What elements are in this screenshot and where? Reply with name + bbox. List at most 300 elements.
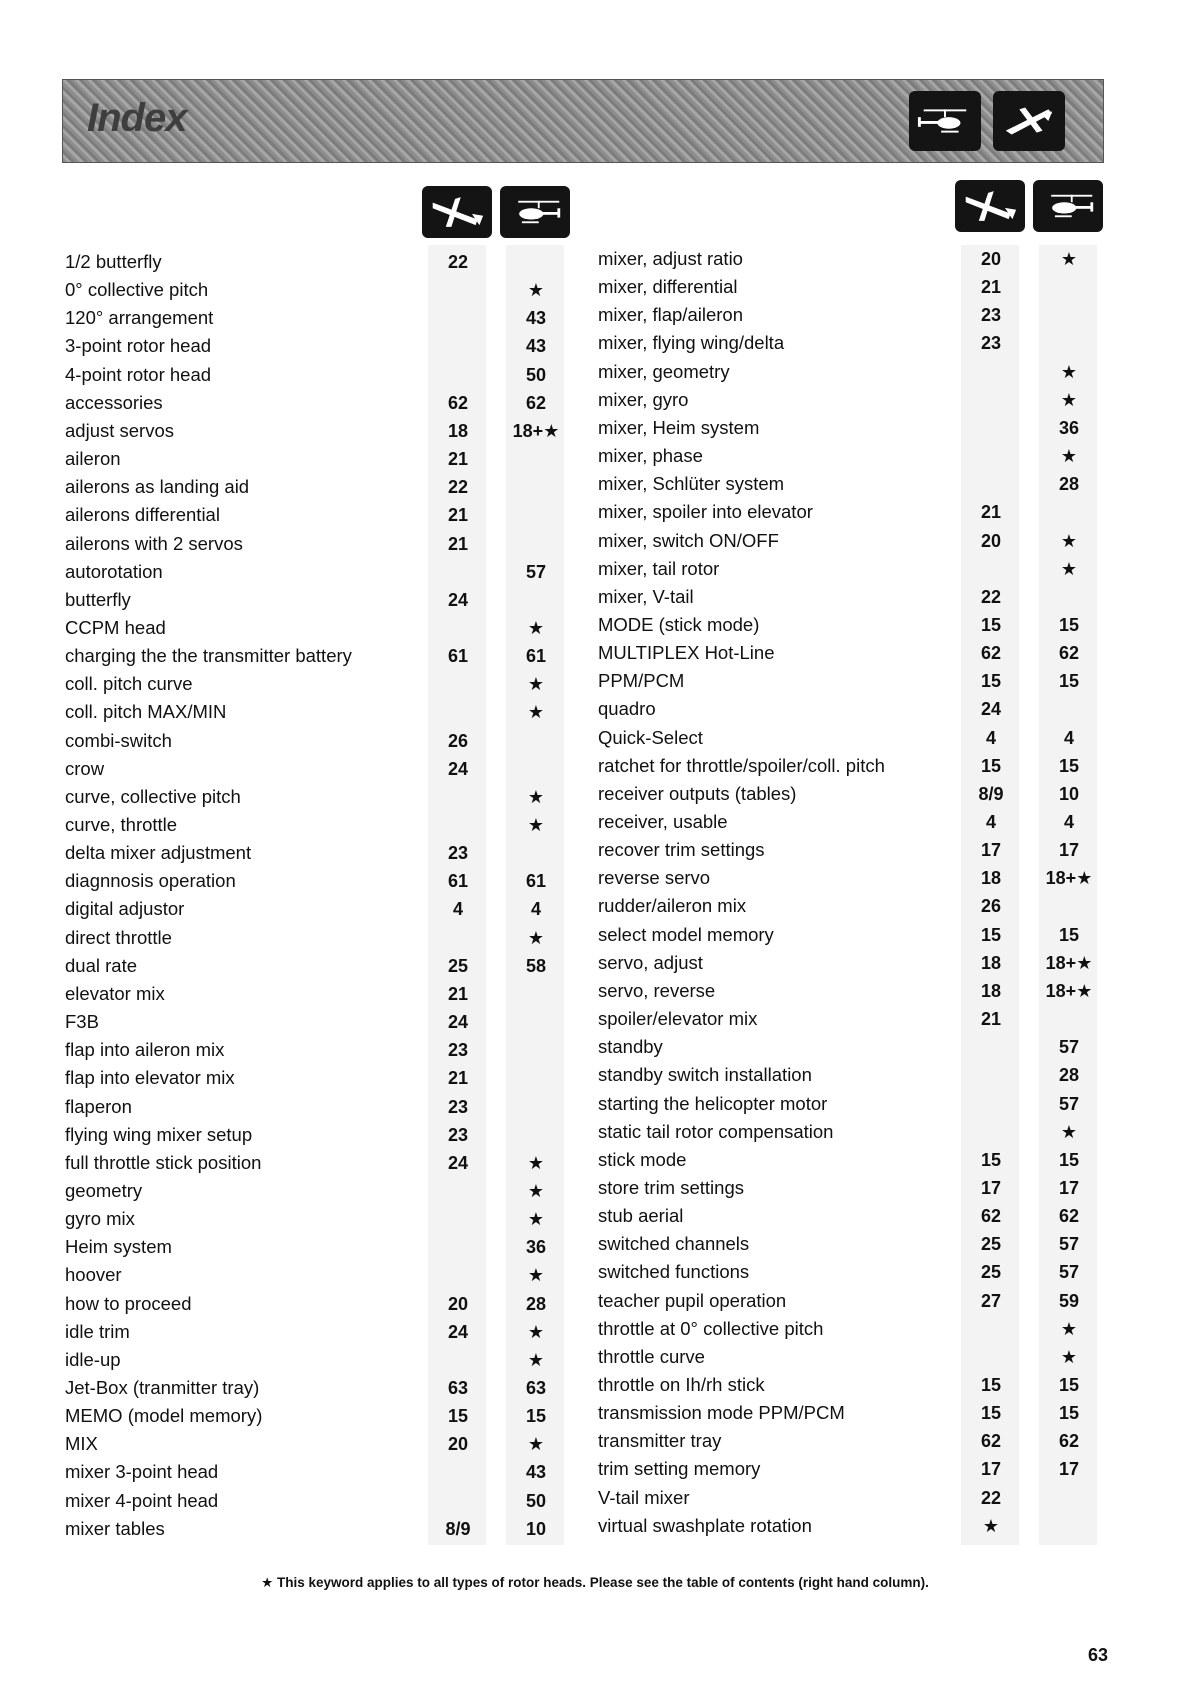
plane-page-ref: 15: [980, 924, 1002, 945]
index-term: dual rate: [65, 954, 137, 976]
left-plane-column-icon: [422, 186, 492, 238]
index-entry: [598, 949, 1099, 977]
index-entry: [598, 1090, 1099, 1118]
index-entry: [598, 1343, 1099, 1371]
index-entry: [598, 470, 1099, 498]
index-term: reverse servo: [598, 867, 711, 889]
index-entry: [65, 1093, 566, 1121]
index-entry: [65, 1402, 566, 1430]
index-entry: [598, 442, 1099, 470]
index-entry: [598, 667, 1099, 695]
index-term: switched channels: [598, 1233, 750, 1255]
heli-page-ref: 57: [525, 561, 547, 582]
index-term: receiver, usable: [598, 811, 728, 832]
plane-page-ref: 23: [980, 333, 1002, 354]
index-term: mixer, tail rotor: [598, 557, 720, 579]
index-entry: [65, 1346, 566, 1374]
index-term: mixer, geometry: [598, 360, 730, 382]
index-entry: [598, 1371, 1099, 1399]
index-entry: [65, 727, 566, 755]
index-entry: [65, 473, 566, 501]
index-term: mixer, adjust ratio: [598, 248, 743, 269]
heli-page-ref: 43: [525, 1462, 547, 1483]
index-term: transmitter tray: [598, 1430, 722, 1452]
heli-page-ref: 10: [1058, 783, 1080, 804]
plane-page-ref: 4: [452, 899, 463, 920]
index-entry: [65, 811, 566, 839]
plane-page-ref: 22: [447, 252, 469, 272]
plane-page-ref: 62: [980, 1206, 1002, 1227]
plane-page-ref: 25: [980, 1234, 1002, 1255]
index-entry: [598, 1512, 1099, 1540]
plane-page-ref: 62: [980, 643, 1002, 664]
index-entry: [65, 839, 566, 867]
plane-page-ref: 18: [980, 980, 1002, 1001]
heli-page-ref: 36: [1058, 417, 1080, 438]
heli-page-ref: ★: [527, 702, 545, 723]
index-term: standby switch installation: [598, 1064, 812, 1086]
index-entry: [598, 1033, 1099, 1061]
plane-page-ref: 26: [980, 896, 1002, 917]
index-term: mixer, Schlüter system: [598, 473, 785, 495]
index-term: mixer tables: [65, 1517, 165, 1539]
index-term: curve, collective pitch: [65, 785, 241, 807]
plane-page-ref: 22: [447, 477, 469, 498]
heli-page-ref: 43: [525, 336, 547, 357]
index-term: servo, adjust: [598, 951, 703, 973]
heli-page-ref: 17: [1058, 840, 1080, 861]
page-number: 63: [1088, 1645, 1109, 1665]
heli-page-ref: ★: [1060, 1121, 1078, 1142]
index-term: coll. pitch curve: [65, 673, 193, 695]
plane-page-ref: 20: [447, 1293, 469, 1314]
index-term: mixer, flap/aileron: [598, 304, 743, 326]
index-term: digital adjustor: [65, 898, 185, 920]
index-entry: [598, 892, 1099, 920]
plane-page-ref: 62: [447, 392, 469, 413]
index-term: starting the helicopter motor: [598, 1092, 828, 1114]
heli-page-ref: ★: [527, 1349, 545, 1370]
heli-page-ref: 28: [525, 1293, 547, 1314]
index-entry: [65, 445, 566, 473]
index-term: mixer, switch ON/OFF: [598, 529, 779, 551]
plane-page-ref: 27: [980, 1290, 1002, 1311]
heli-page-ref: 28: [1058, 1065, 1080, 1086]
index-entry: [65, 783, 566, 811]
plane-page-ref: 15: [447, 1406, 469, 1427]
index-term: throttle at 0° collective pitch: [598, 1317, 824, 1339]
plane-page-ref: 15: [980, 671, 1002, 692]
index-term: throttle on Ih/rh stick: [598, 1374, 765, 1395]
index-entry: [598, 808, 1099, 836]
plane-page-ref: 23: [447, 1096, 469, 1117]
plane-page-ref: 63: [447, 1378, 469, 1398]
heli-page-ref: ★: [527, 674, 545, 695]
heli-page-ref: ★: [527, 815, 545, 835]
index-entry: [598, 329, 1099, 357]
index-term: trim setting memory: [598, 1458, 761, 1480]
index-entry: [598, 498, 1099, 526]
index-entry: [65, 586, 566, 614]
heli-page-ref: 15: [1058, 1149, 1080, 1170]
heli-page-ref: 58: [525, 955, 547, 976]
index-entry: [598, 611, 1099, 639]
index-entry: [65, 924, 566, 952]
index-entry: [65, 1121, 566, 1149]
heli-page-ref: 59: [1058, 1290, 1080, 1311]
index-term: spoiler/elevator mix: [598, 1008, 758, 1030]
index-term: ailerons as landing aid: [65, 476, 250, 498]
heli-page-ref: 57: [1058, 1093, 1080, 1114]
index-term: hoover: [65, 1264, 122, 1286]
heli-page-ref: 18+★: [512, 420, 560, 441]
index-term: throttle curve: [598, 1345, 705, 1367]
plane-page-ref: 25: [980, 1262, 1002, 1283]
index-entry: [65, 670, 566, 698]
index-term: idle-up: [65, 1348, 121, 1370]
heli-page-ref: 62: [525, 392, 547, 413]
index-entry: [598, 414, 1099, 442]
index-term: charging the the transmitter battery: [65, 645, 352, 667]
index-entry: [598, 724, 1099, 752]
heli-page-ref: ★: [527, 927, 545, 948]
index-entry: [598, 1118, 1099, 1146]
index-term: mixer 4-point head: [65, 1489, 219, 1511]
plane-page-ref: 17: [980, 1459, 1002, 1480]
index-term: servo, reverse: [598, 979, 716, 1001]
plane-page-ref: 61: [447, 646, 469, 667]
index-term: standby: [598, 1036, 663, 1058]
index-term: flaperon: [65, 1095, 132, 1117]
index-term: Jet-Box (tranmitter tray): [65, 1377, 260, 1398]
heli-page-ref: ★: [527, 617, 545, 638]
plane-page-ref: 18: [980, 952, 1002, 973]
plane-icon: [993, 91, 1065, 151]
plane-page-ref: 23: [980, 305, 1002, 326]
index-entry: [65, 980, 566, 1008]
heli-page-ref: ★: [1060, 1346, 1078, 1367]
index-term: 1/2 butterfly: [65, 251, 162, 272]
plane-page-ref: 24: [980, 699, 1002, 720]
helicopter-icon: [909, 91, 981, 151]
plane-page-ref: 21: [980, 277, 1002, 298]
index-entry: [65, 1008, 566, 1036]
index-term: 0° collective pitch: [65, 279, 209, 301]
plane-page-ref: 23: [447, 1040, 469, 1061]
index-term: stick mode: [598, 1148, 687, 1170]
heli-page-ref: 15: [525, 1406, 547, 1427]
index-term: delta mixer adjustment: [65, 842, 252, 864]
heli-page-ref: 17: [1058, 1177, 1080, 1198]
index-entry: [65, 276, 566, 304]
index-entry: [65, 530, 566, 558]
index-term: combi-switch: [65, 729, 172, 751]
index-entry: [598, 864, 1099, 892]
heli-page-ref: 15: [1058, 1375, 1080, 1395]
index-entry: [65, 1036, 566, 1064]
index-entry: [598, 386, 1099, 414]
index-entry: [598, 1202, 1099, 1230]
plane-page-ref: 17: [980, 1177, 1002, 1198]
index-term: MULTIPLEX Hot-Line: [598, 642, 775, 664]
index-term: how to proceed: [65, 1292, 192, 1314]
index-entry: [598, 639, 1099, 667]
heli-page-ref: 36: [525, 1237, 547, 1258]
plane-page-ref: 18: [980, 868, 1002, 889]
index-term: ailerons with 2 servos: [65, 532, 243, 554]
index-term: aileron: [65, 448, 121, 470]
index-entry: [65, 755, 566, 783]
heli-page-ref: ★: [1060, 446, 1078, 467]
index-term: mixer, V-tail: [598, 585, 694, 607]
right-heli-column-icon: [1033, 180, 1103, 232]
index-entry: [65, 417, 566, 445]
heli-page-ref: 18+★: [1045, 952, 1093, 973]
plane-page-ref: 26: [447, 730, 469, 751]
index-entry: [65, 1318, 566, 1346]
index-term: rudder/aileron mix: [598, 895, 747, 917]
plane-page-ref: 15: [980, 1149, 1002, 1170]
heli-page-ref: ★: [527, 1209, 545, 1230]
index-term: mixer, spoiler into elevator: [598, 501, 813, 523]
index-term: gyro mix: [65, 1208, 135, 1230]
index-entry: [598, 752, 1099, 780]
index-entry: [598, 1174, 1099, 1202]
heli-page-ref: 17: [1058, 1459, 1080, 1480]
heli-page-ref: 57: [1058, 1234, 1080, 1255]
index-term: 4-point rotor head: [65, 363, 212, 385]
heli-page-ref: 57: [1058, 1037, 1080, 1058]
index-entry: [598, 836, 1099, 864]
heli-page-ref: 15: [1058, 1403, 1080, 1424]
index-term: geometry: [65, 1179, 143, 1201]
index-term: receiver outputs (tables): [598, 782, 797, 804]
index-term: virtual swashplate rotation: [598, 1514, 812, 1536]
plane-page-ref: 22: [980, 586, 1002, 607]
plane-page-ref: 17: [980, 840, 1002, 861]
left-heli-column-icon: [500, 186, 570, 238]
heli-page-ref: 15: [1058, 924, 1080, 945]
heli-page-ref: 4: [1063, 812, 1074, 832]
heli-page-ref: 62: [1058, 643, 1080, 664]
index-entry: [598, 273, 1099, 301]
index-term: mixer, gyro: [598, 388, 689, 410]
index-term: ratchet for throttle/spoiler/coll. pitch: [598, 754, 885, 776]
index-entry: [598, 695, 1099, 723]
index-term: recover trim settings: [598, 839, 765, 861]
plane-page-ref: 24: [447, 758, 469, 779]
index-entry: [598, 1455, 1099, 1483]
index-term: PPM/PCM: [598, 670, 685, 692]
index-term: MODE (stick mode): [598, 613, 760, 635]
index-entry: [65, 332, 566, 360]
index-term: diagnnosis operation: [65, 870, 236, 892]
index-entry: [65, 361, 566, 389]
index-entry: [65, 1458, 566, 1486]
heli-page-ref: 18+★: [1045, 868, 1093, 889]
plane-page-ref: 22: [980, 1487, 1002, 1508]
index-entry: [598, 245, 1099, 273]
index-entry: [598, 921, 1099, 949]
heli-page-ref: 50: [525, 364, 547, 385]
heli-page-ref: ★: [527, 1265, 545, 1286]
plane-page-ref: 21: [447, 983, 469, 1004]
heli-page-ref: 62: [1058, 1431, 1080, 1452]
heli-page-ref: ★: [527, 1152, 545, 1173]
plane-page-ref: 24: [447, 589, 469, 610]
index-term: quadro: [598, 698, 656, 720]
heli-page-ref: ★: [527, 786, 545, 807]
index-term: mixer, Heim system: [598, 416, 760, 438]
index-term: Heim system: [65, 1236, 172, 1258]
index-entry: [598, 1484, 1099, 1512]
index-entry: [65, 698, 566, 726]
index-entry: [65, 248, 566, 276]
index-entry: [65, 642, 566, 670]
index-term: MEMO (model memory): [65, 1405, 263, 1427]
index-term: mixer, flying wing/delta: [598, 332, 785, 354]
plane-page-ref: 15: [980, 755, 1002, 776]
index-term: crow: [65, 757, 105, 779]
plane-page-ref: 21: [447, 505, 469, 526]
plane-page-ref: 15: [980, 614, 1002, 635]
index-entry: [65, 389, 566, 417]
index-entry: [65, 867, 566, 895]
index-entry: [598, 1399, 1099, 1427]
index-term: elevator mix: [65, 982, 165, 1004]
heli-page-ref: 62: [1058, 1206, 1080, 1227]
index-entry: [65, 952, 566, 980]
index-entry: [598, 1427, 1099, 1455]
index-entry: [598, 583, 1099, 611]
plane-page-ref: 62: [980, 1431, 1002, 1452]
plane-page-ref: 15: [980, 1403, 1002, 1424]
index-entry: [65, 1205, 566, 1233]
plane-page-ref: 21: [447, 533, 469, 554]
index-entry: [65, 1515, 566, 1543]
plane-page-ref: 4: [985, 812, 996, 832]
page-title: Index: [87, 96, 187, 140]
title-banner: [62, 79, 1104, 163]
index-term: mixer, phase: [598, 445, 703, 467]
heli-page-ref: 63: [525, 1378, 547, 1398]
index-entry: [598, 1287, 1099, 1315]
index-entry: [598, 555, 1099, 583]
index-term: transmission mode PPM/PCM: [598, 1402, 845, 1424]
index-entry: [65, 304, 566, 332]
heli-page-ref: ★: [1060, 558, 1078, 579]
index-entry: [598, 1258, 1099, 1286]
index-term: 3-point rotor head: [65, 335, 212, 357]
index-term: mixer 3-point head: [65, 1461, 219, 1483]
heli-page-ref: ★: [1060, 389, 1078, 410]
plane-page-ref: 8/9: [445, 1518, 471, 1539]
index-term: 120° arrangement: [65, 307, 214, 329]
right-plane-column-icon: [955, 180, 1025, 232]
index-entry: [598, 780, 1099, 808]
plane-page-ref: 24: [447, 1012, 469, 1033]
index-term: Quick-Select: [598, 726, 703, 748]
heli-page-ref: ★: [1060, 1318, 1078, 1339]
index-entry: [65, 1261, 566, 1289]
index-entry: [598, 1005, 1099, 1033]
index-entry: [65, 1374, 566, 1402]
index-term: CCPM head: [65, 616, 166, 638]
index-term: stub aerial: [598, 1205, 684, 1227]
index-term: direct throttle: [65, 926, 172, 948]
plane-page-ref: 61: [447, 871, 469, 892]
index-entry: [598, 358, 1099, 386]
index-term: accessories: [65, 391, 163, 413]
heli-page-ref: ★: [527, 1321, 545, 1342]
heli-page-ref: 61: [525, 871, 547, 892]
index-term: adjust servos: [65, 419, 174, 441]
index-term: teacher pupil operation: [598, 1289, 787, 1311]
plane-page-ref: 8/9: [978, 783, 1004, 804]
index-term: switched functions: [598, 1261, 750, 1283]
heli-page-ref: ★: [1060, 361, 1078, 382]
heli-page-ref: ★: [527, 1180, 545, 1201]
plane-page-ref: 20: [447, 1434, 469, 1455]
index-term: ailerons differential: [65, 504, 220, 526]
heli-page-ref: ★: [527, 280, 545, 301]
plane-page-ref: 21: [447, 449, 469, 470]
plane-page-ref: ★: [982, 1515, 1000, 1536]
heli-page-ref: 15: [1058, 614, 1080, 635]
index-entry: [598, 1230, 1099, 1258]
index-entry: [65, 1149, 566, 1177]
plane-page-ref: 4: [985, 727, 996, 748]
index-entry: [65, 1233, 566, 1261]
index-entry: [598, 301, 1099, 329]
heli-page-ref: 4: [1063, 727, 1074, 748]
index-term: curve, throttle: [65, 814, 178, 835]
heli-page-ref: 61: [525, 646, 547, 667]
heli-page-ref: ★: [527, 1434, 545, 1455]
heli-page-ref: 28: [1058, 474, 1080, 495]
heli-page-ref: 4: [530, 899, 541, 920]
plane-page-ref: 15: [980, 1375, 1002, 1395]
plane-page-ref: 21: [980, 502, 1002, 523]
index-entry: [65, 558, 566, 586]
index-entry: [598, 1061, 1099, 1089]
index-term: mixer, differential: [598, 276, 738, 298]
heli-page-ref: 15: [1058, 671, 1080, 692]
index-term: V-tail mixer: [598, 1486, 690, 1508]
index-entry: [65, 1487, 566, 1515]
index-term: butterfly: [65, 588, 131, 610]
index-term: flap into aileron mix: [65, 1039, 225, 1061]
plane-page-ref: 20: [980, 530, 1002, 551]
plane-page-ref: 24: [447, 1321, 469, 1342]
index-entry: [65, 895, 566, 923]
plane-page-ref: 21: [447, 1068, 469, 1089]
heli-page-ref: ★: [1060, 249, 1078, 269]
index-term: flying wing mixer setup: [65, 1123, 253, 1145]
index-entry: [598, 977, 1099, 1005]
plane-page-ref: 25: [447, 955, 469, 976]
index-entry: [65, 501, 566, 529]
index-term: static tail rotor compensation: [598, 1120, 834, 1142]
heli-page-ref: 18+★: [1045, 980, 1093, 1001]
index-term: idle trim: [65, 1320, 130, 1342]
index-term: select model memory: [598, 923, 774, 945]
index-entry: [65, 1064, 566, 1092]
heli-page-ref: 43: [525, 308, 547, 329]
plane-page-ref: 21: [980, 1009, 1002, 1030]
plane-page-ref: 23: [447, 1124, 469, 1145]
index-term: coll. pitch MAX/MIN: [65, 701, 227, 723]
